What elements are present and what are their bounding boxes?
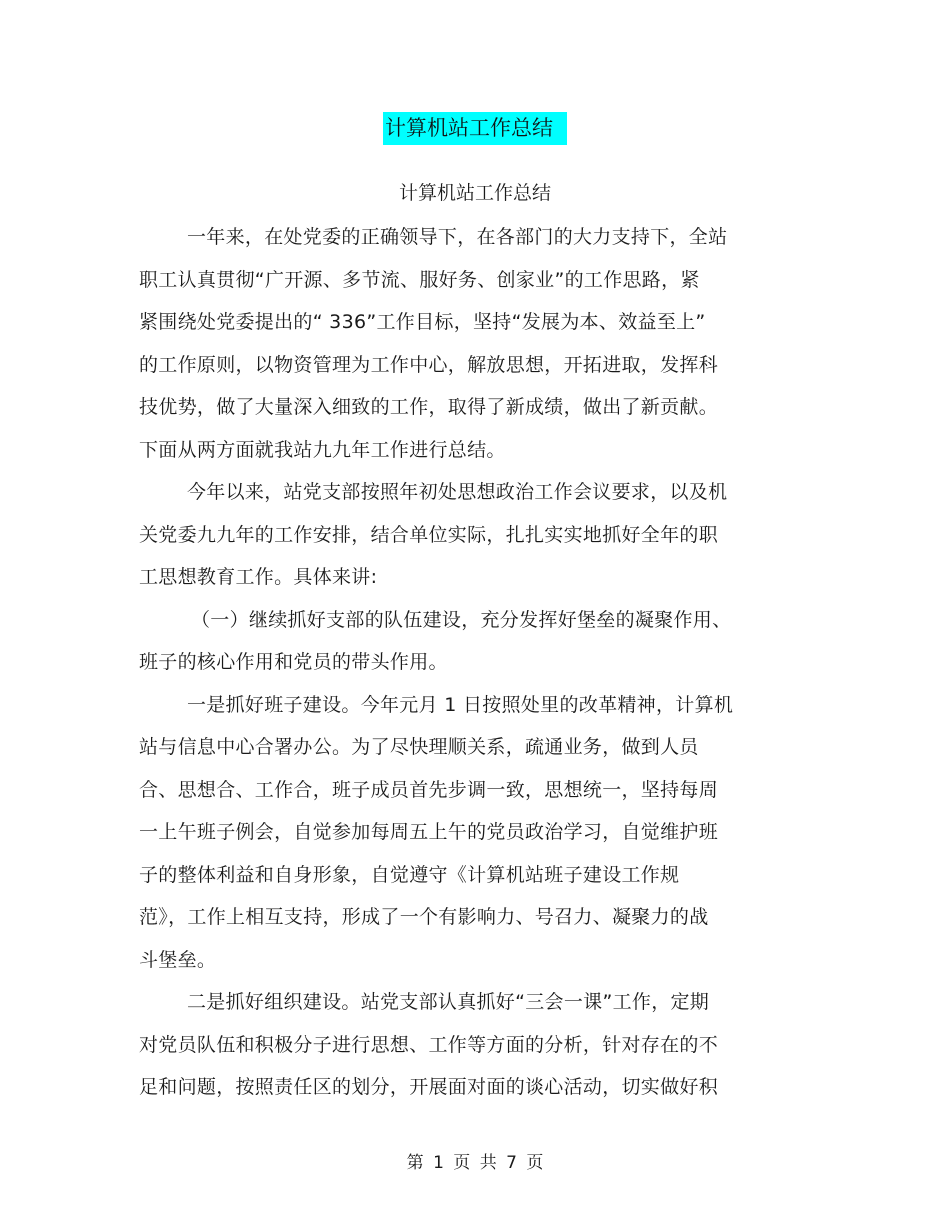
body-line: 关党委九九年的工作安排，结合单位实际，扎扎实实地抓好全年的职 <box>139 523 719 546</box>
body-line: 一上午班子例会，自觉参加每周五上午的党员政治学习，自觉维护班 <box>139 821 719 843</box>
body-line: 职工认真贯彻“广开源、多节流、服好务、创家业”的工作思路，紧 <box>139 268 700 291</box>
title-container <box>0 112 950 145</box>
body-line: 一年来，在处党委的正确领导下，在各部门的大力支持下，全站 <box>187 226 728 248</box>
section-heading-line: 班子的核心作用和党员的带头作用。 <box>139 651 448 673</box>
body-line: 工思想教育工作。具体来讲: <box>139 566 378 588</box>
body-line: 二是抓好组织建设。站党支部认真抓好“三会一课”工作，定期 <box>187 991 710 1013</box>
body-line: 子的整体利益和自身形象，自觉遵守《计算机站班子建设工作规 <box>139 863 680 886</box>
document-subtitle: 计算机站工作总结 <box>398 182 551 204</box>
body-line: 合、思想合、工作合，班子成员首先步调一致，思想统一，坚持每周 <box>139 778 719 801</box>
body-line: 今年以来，站党支部按照年初处思想政治工作会议要求，以及机 <box>187 481 728 503</box>
body-line: 范》，工作上相互支持，形成了一个有影响力、号召力、凝聚力的战 <box>139 906 709 928</box>
body-line: 一是抓好班子建设。今年元月 1 日按照处里的改革精神，计算机 <box>187 693 734 716</box>
document-title: 计算机站工作总结 <box>383 112 567 145</box>
document-body <box>139 216 779 1109</box>
body-line: 下面从两方面就我站九九年工作进行总结。 <box>139 438 506 461</box>
page-number-footer: 第 1 页 共 7 页 <box>406 1153 544 1173</box>
body-line: 站与信息中心合署办公。为了尽快理顺关系，疏通业务，做到人员 <box>139 736 699 758</box>
body-line: 紧围绕处党委提出的“ 336”工作目标，坚持“发展为本、效益至上” <box>139 311 706 333</box>
body-line: 足和问题，按照责任区的划分，开展面对面的谈心活动，切实做好积 <box>139 1076 719 1098</box>
section-heading-line: （一）继续抓好支部的队伍建设，充分发挥好堡垒的凝聚作用、 <box>191 608 732 631</box>
body-line: 的工作原则，以物资管理为工作中心，解放思想，开拓进取，发挥科 <box>139 353 719 376</box>
body-line: 技优势，做了大量深入细致的工作，取得了新成绩，做出了新贡献。 <box>139 396 719 418</box>
body-line: 对党员队伍和积极分子进行思想、工作等方面的分析，针对存在的不 <box>139 1033 719 1056</box>
body-line: 斗堡垒。 <box>139 948 217 971</box>
